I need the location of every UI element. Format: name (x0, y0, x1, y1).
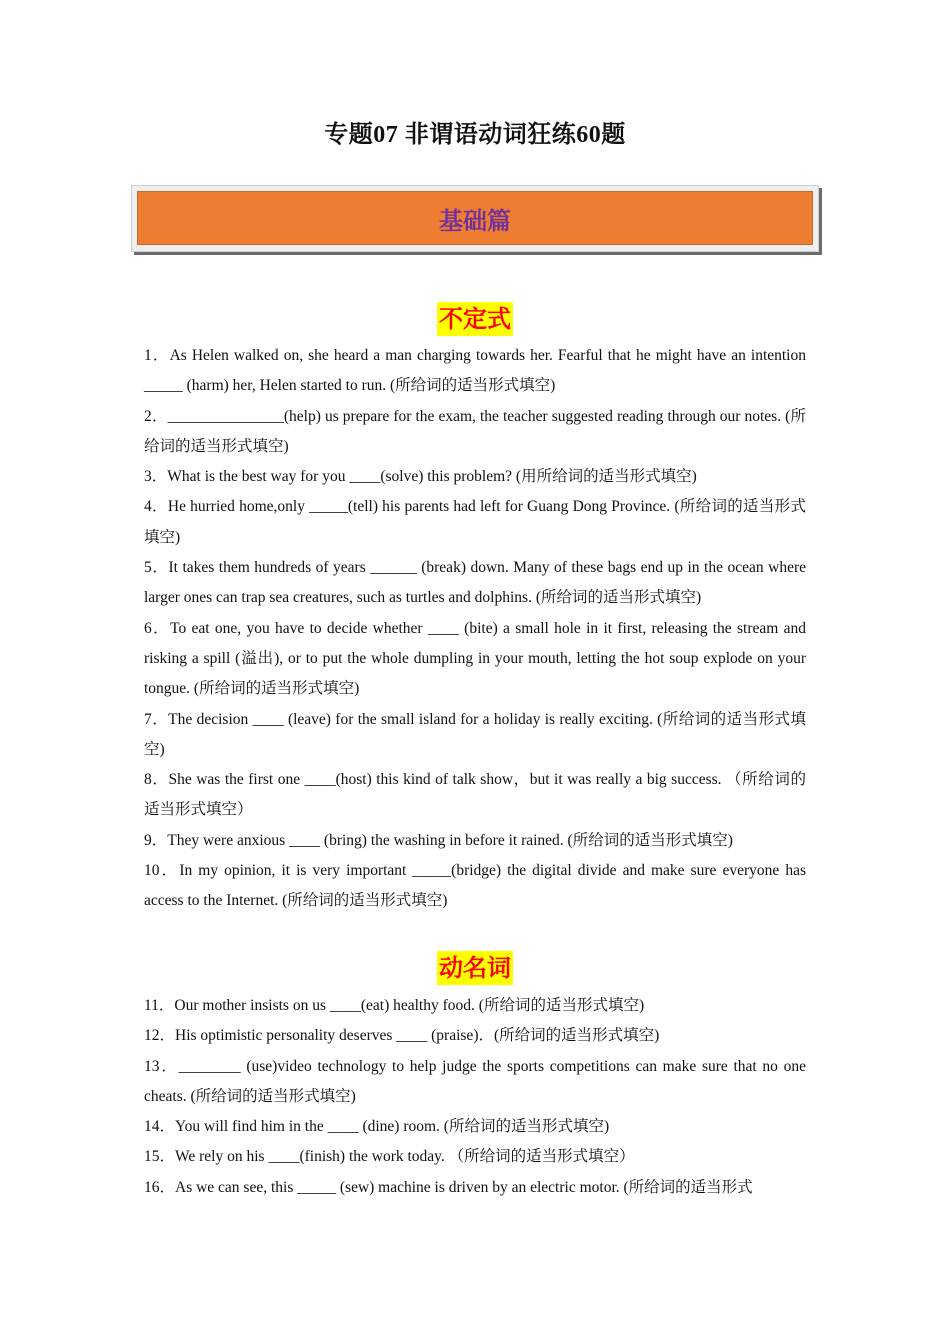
question-item: 3．What is the best way for you ____(solve) this problem? (用所给词的适当形式填空) (144, 468, 697, 486)
question-list-infinitive (144, 341, 806, 917)
question-item: 9．They were anxious ____ (bring) the washing in before it rained. (所给词的适当形式填空) (144, 831, 733, 849)
section-heading-gerund (0, 951, 950, 985)
section-heading-label: 不定式 (437, 302, 513, 336)
question-item: 6．To eat one, you have to decide whether ____ (bite) a small hole in it first, releasing the stream and risking a spill (溢出), or to put the whole dumpling in your mouth, letting the hot soup explode on your tongue. (所给词的适当形式填空) (144, 619, 806, 698)
question-item: 7．The decision ____ (leave) for the small island for a holiday is really exciting. (所给词的适当形式填空) (144, 710, 806, 758)
question-item: 15．We rely on his ____(finish) the work today. （所给词的适当形式填空） (144, 1148, 635, 1166)
question-item: 4．He hurried home,only _____(tell) his parents had left for Guang Dong Province. (所给词的适当形式填空) (144, 498, 806, 546)
question-item: 14．You will find him in the ____ (dine) room. (所给词的适当形式填空) (144, 1118, 610, 1136)
banner-frame (131, 185, 819, 252)
question-item: 11．Our mother insists on us ____(eat) healthy food. (所给词的适当形式填空) (144, 997, 645, 1014)
question-item: 1．As Helen walked on, she heard a man charging towards her. Fearful that he might have an intention _____ (harm) her, Helen started to run. (所给词的适当形式填空) (144, 347, 806, 395)
section-heading-infinitive (0, 302, 950, 336)
question-list-gerund (144, 991, 806, 1203)
question-item: 16．As we can see, this _____ (sew) machine is driven by an electric motor. (所给词的适当形式 (144, 1178, 753, 1196)
question-item: 8．She was the first one ____(host) this kind of talk show，but it was really a big success. （所给词的适当形式填空） (144, 771, 806, 819)
banner-label: 基础篇 (439, 206, 511, 235)
question-item: 10．In my opinion, it is very important _____(bridge) the digital divide and make sure everyone has access to the Internet. (所给词的适当形式填空) (144, 862, 806, 910)
question-item: 5．It takes them hundreds of years ______ (break) down. Many of these bags end up in the ocean where larger ones can trap sea creatures, such as turtles and dolphins. (所给词的适当形式填空) (144, 559, 806, 607)
question-item: 13．________ (use)video technology to help judge the sports competitions can make sure that no one cheats. (所给词的适当形式填空) (144, 1057, 806, 1105)
question-item: 12．His optimistic personality deserves ____ (praise)．(所给词的适当形式填空) (144, 1027, 660, 1045)
question-item: 2．_______________(help) us prepare for the exam, the teacher suggested reading through our notes. (所给词的适当形式填空) (144, 407, 806, 455)
banner (137, 191, 813, 245)
section-heading-label: 动名词 (437, 951, 513, 985)
document-title: 专题07 非谓语动词狂练60题 (324, 122, 626, 148)
